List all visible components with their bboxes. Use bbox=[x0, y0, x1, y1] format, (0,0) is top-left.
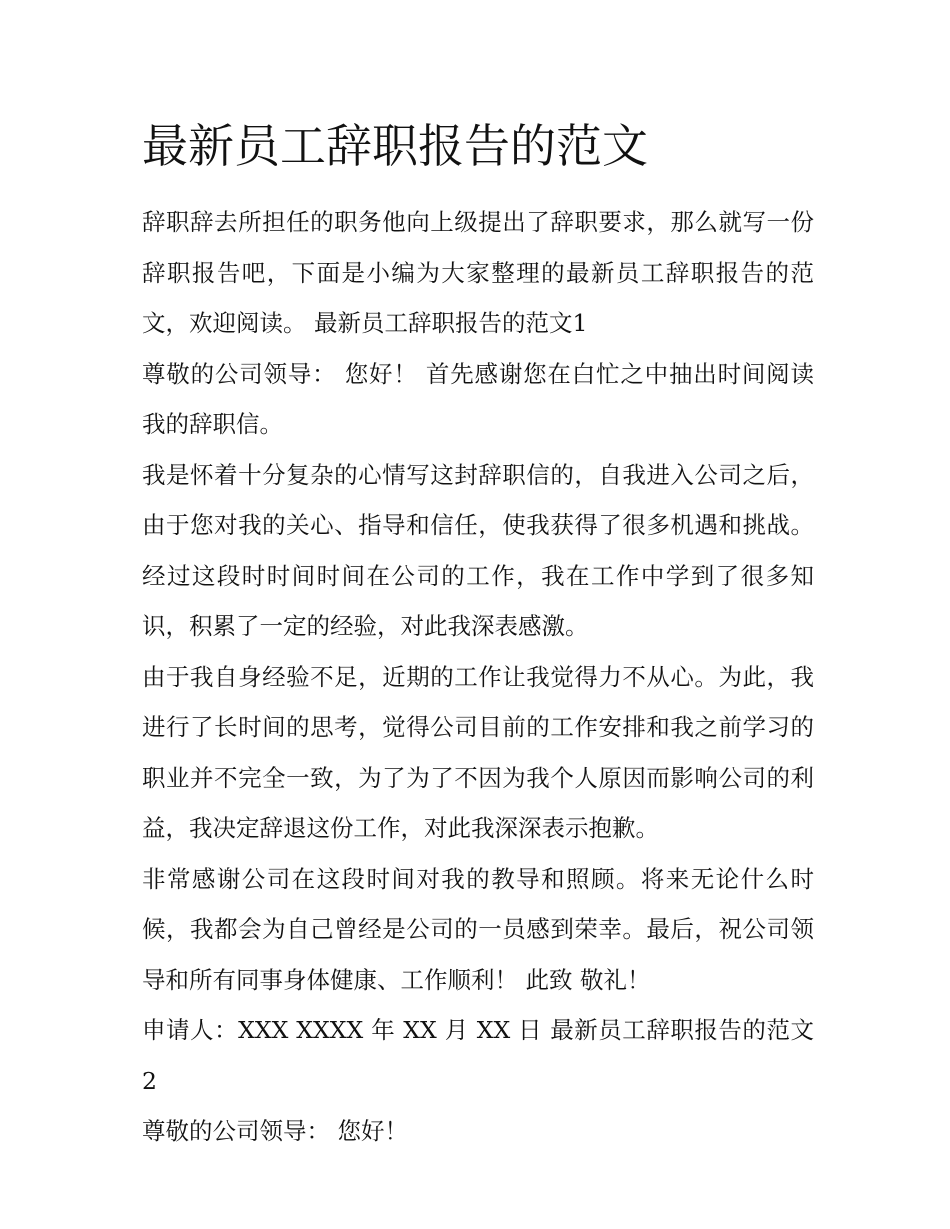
document-body bbox=[142, 197, 814, 1157]
paragraph-greeting: 尊敬的公司领导： 您好！ 首先感谢您在白忙之中抽出时间阅读我的辞职信。 bbox=[142, 359, 814, 438]
paragraph-thanks: 非常感谢公司在这段时间对我的教导和照顾。将来无论什么时候，我都会为自己曾经是公司的一员感到荣幸。最后，祝公司领导和所有同事身体健康、工作顺利！ 此致 敬礼！ bbox=[142, 864, 814, 994]
paragraph-intro: 辞职辞去所担任的职务他向上级提出了辞职要求，那么就写一份辞职报告吧，下面是小编为大家整理的最新员工辞职报告的范文，欢迎阅读。 最新员工辞职报告的范文1 bbox=[142, 208, 814, 337]
paragraph-signature: 申请人：XXX XXXX 年 XX 月 XX 日 最新员工辞职报告的范文2 bbox=[142, 1016, 814, 1095]
paragraph-greeting-2: 尊敬的公司领导： 您好！ bbox=[142, 1117, 408, 1145]
page-title: 最新员工辞职报告的范文 bbox=[142, 119, 648, 173]
paragraph-gratitude: 我是怀着十分复杂的心情写这封辞职信的，自我进入公司之后，由于您对我的关心、指导和信任，使我获得了很多机遇和挑战。经过这段时时间时间在公司的工作，我在工作中学到了很多知识，积累了一定的经验，对此我深表感激。 bbox=[142, 460, 814, 640]
paragraph-reason: 由于我自身经验不足，近期的工作让我觉得力不从心。为此，我进行了长时间的思考，觉得公司目前的工作安排和我之前学习的职业并不完全一致，为了为了不因为我个人原因而影响公司的利益，我决定辞退这份工作，对此我深深表示抱歉。 bbox=[142, 662, 814, 842]
